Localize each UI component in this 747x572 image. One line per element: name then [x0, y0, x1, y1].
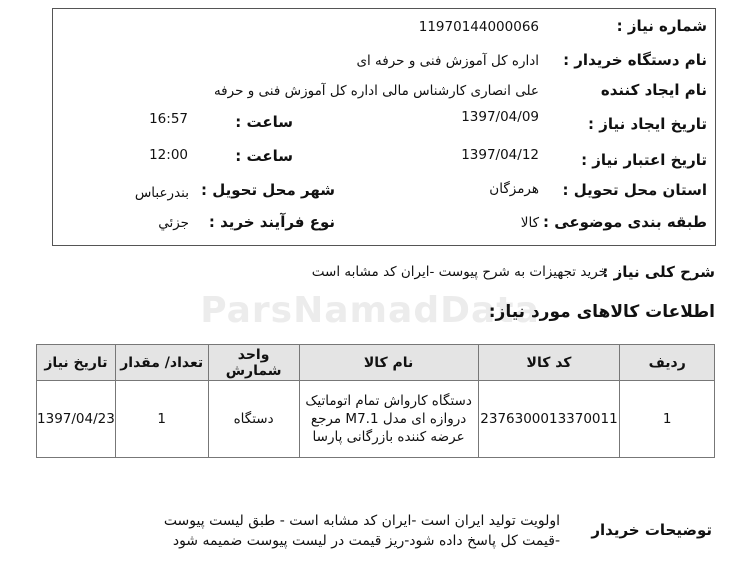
cell-goods-name — [299, 381, 478, 458]
buyer-notes-line: -قیمت کل پاسخ داده شود-ریز قیمت در لیست پیوست ضمیمه شود — [172, 533, 560, 549]
header-unit: واحد شمارش — [208, 345, 299, 381]
city-value: بندرعباس — [134, 185, 189, 201]
buyer-notes — [20, 511, 720, 561]
province-label: استان محل تحویل : — [562, 181, 707, 199]
category-value: کالا — [520, 215, 539, 231]
category-label: طبقه بندی موضوعی : — [543, 213, 707, 231]
process-label: نوع فرآیند خرید : — [208, 213, 335, 231]
cell-quantity: 1 — [115, 381, 208, 458]
header-need-date: تاریخ نیاز — [37, 345, 116, 381]
created-time-value: 16:57 — [149, 111, 188, 127]
goods-name-line: دستگاه کارواش تمام اتوماتیک — [305, 393, 472, 409]
need-number-label: شماره نیاز : — [616, 17, 707, 35]
need-number-value: 11970144000066 — [418, 19, 539, 35]
creator-label: نام ایجاد کننده — [600, 81, 707, 99]
header-row-number: ردیف — [620, 345, 715, 381]
table-row — [37, 381, 715, 458]
buyer-notes-label: توضیحات خریدار — [591, 521, 712, 539]
goods-name-line: دروازه ای مدل M7.1 مرجع — [310, 411, 467, 427]
process-value: جزئي — [158, 215, 189, 231]
city-label: شهر محل تحویل : — [200, 181, 335, 199]
cell-unit: دستگاه — [208, 381, 299, 458]
valid-date-value: 1397/04/12 — [461, 147, 539, 163]
created-date-value: 1397/04/09 — [461, 109, 539, 125]
province-value: هرمزگان — [489, 181, 539, 197]
header-goods-code: کد کالا — [478, 345, 620, 381]
summary-label: شرح کلی نیاز : — [602, 263, 715, 281]
need-info-box — [52, 8, 716, 246]
valid-time-label: ساعت : — [235, 147, 293, 165]
summary-value: خرید تجهیزات به شرح پیوست -ایران کد مشابه است — [311, 264, 607, 280]
goods-table — [36, 344, 715, 458]
header-quantity: تعداد/ مقدار — [115, 345, 208, 381]
created-date-label: تاریخ ایجاد نیاز : — [588, 115, 707, 133]
created-time-label: ساعت : — [235, 113, 293, 131]
table-header-row — [37, 345, 715, 381]
cell-goods-code: 2376300013370011 — [478, 381, 620, 458]
cell-row-number: 1 — [620, 381, 715, 458]
goods-name-line: عرضه کننده بازرگانی پارسا — [312, 429, 465, 445]
buyer-org-value: اداره کل آموزش فنی و حرفه ای — [356, 53, 539, 69]
buyer-org-label: نام دستگاه خریدار : — [563, 51, 707, 69]
cell-need-date: 1397/04/23 — [37, 381, 116, 458]
valid-date-label: تاریخ اعتبار نیاز : — [581, 151, 707, 169]
valid-time-value: 12:00 — [149, 147, 188, 163]
creator-value: علی انصاری کارشناس مالی اداره کل آموزش فنی و حرفه — [213, 83, 539, 99]
header-goods-name: نام کالا — [299, 345, 478, 381]
buyer-notes-line: اولویت تولید ایران است -ایران کد مشابه است - طبق لیست پیوست — [163, 513, 560, 529]
watermark: ParsNamadData — [200, 290, 540, 331]
goods-section-title: اطلاعات کالاهای مورد نیاز: — [488, 302, 715, 322]
